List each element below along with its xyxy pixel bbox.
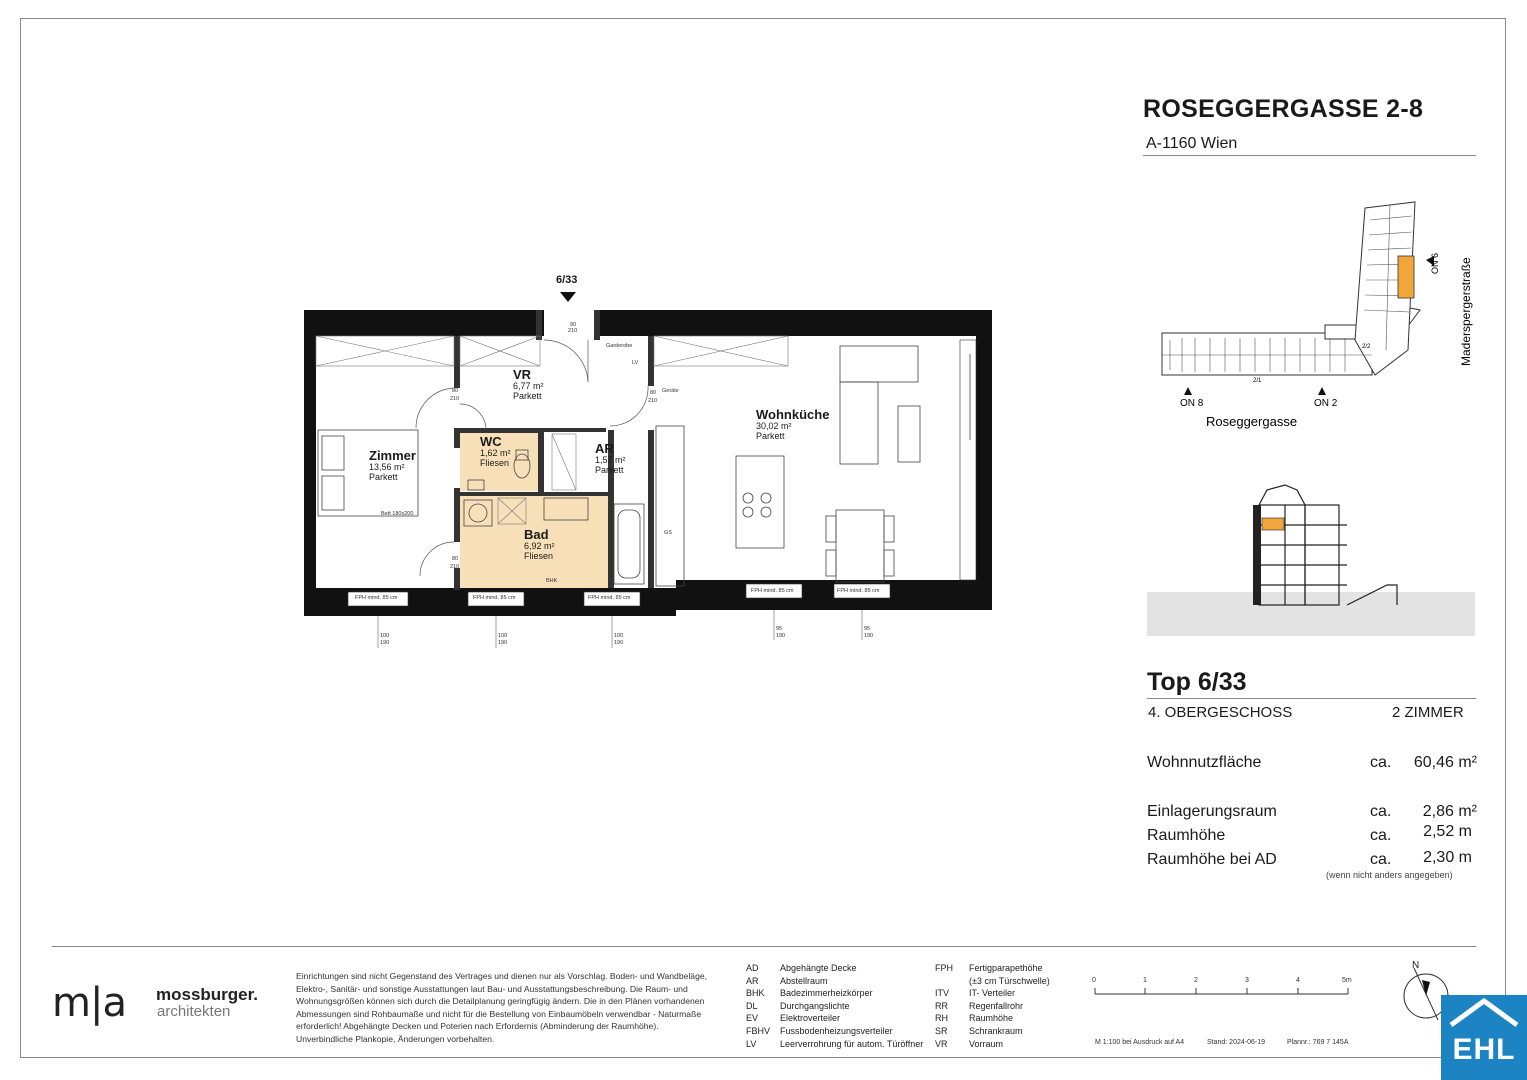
dim-label: 190 (864, 633, 874, 639)
section-drawing (1147, 480, 1477, 640)
room-floor: Parkett (369, 472, 398, 482)
footer-rule (52, 946, 1476, 947)
room-floor: Parkett (513, 391, 542, 401)
legend-row: BHK Badezimmerheizkörper (746, 988, 873, 999)
legend-row: (±3 cm Türschwelle) (969, 975, 1050, 986)
dim-label: 190 (380, 640, 390, 646)
fact-ca: ca. (1370, 851, 1392, 868)
legend-row: DL Durchgangslichte (746, 1000, 850, 1011)
room-bad (524, 527, 555, 561)
room-wc (480, 434, 511, 468)
site-plan (1150, 190, 1480, 440)
legend-row: RR Regenfallrohr (935, 1000, 1024, 1011)
scale-bar (1090, 972, 1360, 1002)
ehl-logo (1441, 995, 1527, 1080)
scale-tick: 3 (1245, 977, 1249, 984)
dim-label: 100 (380, 633, 390, 639)
stand-date: Stand: 2024-06-19 (1207, 1039, 1265, 1046)
legend-row: SR Schrankraum (935, 1025, 1023, 1036)
dim-label: 100 (614, 633, 624, 639)
project-title: ROSEGGERGASSE 2-8 (1143, 95, 1424, 123)
fact-value: 2,30 m (1423, 849, 1472, 866)
tag-gs: GS (664, 530, 672, 536)
door-height: 210 (450, 396, 460, 402)
room-zimmer (369, 448, 416, 482)
tag-bett: Bett 180x200 (381, 511, 414, 517)
fact-label: Raumhöhe bei AD (1147, 851, 1277, 868)
fact-ca: ca. (1370, 754, 1392, 771)
scale-tick: 0 (1092, 977, 1096, 984)
tag-bhk: BHK (546, 578, 558, 584)
legend-right (935, 962, 1065, 1050)
room-name: WC (480, 434, 502, 449)
door-width: 80 (452, 388, 459, 394)
street-label: Roseggergasse (1206, 414, 1298, 429)
room-area: 30,02 m² (756, 421, 792, 431)
section-highlight (1262, 518, 1284, 530)
architect-name: mossburger. (156, 985, 259, 1004)
room-name: VR (513, 367, 532, 382)
room-area: 6,92 m² (524, 541, 555, 551)
unit-highlight (1398, 256, 1414, 298)
header-rule (1143, 155, 1476, 156)
room-floor: Parkett (756, 431, 785, 441)
legend-row: AR Abstellraum (746, 975, 828, 986)
legend-left (746, 962, 931, 1050)
door-width: 80 (452, 556, 459, 562)
unit-floor: 4. OBERGESCHOSS (1148, 704, 1293, 721)
entrance-label: ON 8 (1180, 398, 1204, 409)
project-address: A-1160 Wien (1146, 135, 1238, 152)
room-area: 1,57 m² (595, 455, 626, 465)
stair-label: 2/1 (1253, 378, 1262, 384)
unit-top: Top 6/33 (1147, 668, 1247, 696)
legend-row: EV Elektroverteiler (746, 1013, 841, 1024)
tag-lv: LV (632, 360, 639, 366)
entry-arrow (560, 292, 576, 302)
door-height: 210 (648, 398, 658, 404)
legend-row: VR Vorraum (935, 1038, 1004, 1049)
street-label: Maderspergerstraße (1459, 257, 1473, 366)
entry-label: 6/33 (556, 274, 578, 286)
room-wohnkueche (756, 407, 830, 441)
scale-tick: 1 (1143, 977, 1147, 984)
entrance-marker (1318, 387, 1326, 395)
fph-label: FPH mind. 85 cm (837, 588, 880, 594)
room-ar (595, 441, 626, 475)
plan-number: Plannr.: 769 7 145A (1287, 1039, 1349, 1046)
room-vr (513, 367, 544, 401)
legend-row: RH Raumhöhe (935, 1013, 1014, 1024)
dim-label: 190 (614, 640, 624, 646)
entrance-marker (1184, 387, 1192, 395)
room-area: 6,77 m² (513, 381, 544, 391)
fph-label: FPH mind. 85 cm (751, 588, 794, 594)
legend-row: AD Abgehängte Decke (746, 963, 857, 973)
room-floor: Fliesen (524, 551, 554, 561)
room-name: Bad (524, 527, 549, 542)
disclaimer-text: Einrichtungen sind nicht Gegenstand des Vertrages und dienen nur als Vorschlag. Boden- und Wandbeläge, Elektro-, Sanitär- und sonstige Ausstattungen laut Bau- und Ausstattungsbeschreibung. Die Raum- und Wohnungsgrößen können sich durch die Detailplanung geringfügig ändern. Die in den Plänen vorhandenen Abmessungen sind Rohbaumaße und nicht für die Bestellung von Einbaumöbeln verwendbar - Naturmaße erforderlich! Abgehängte Decken und Poterien nach Erfordernis (Abminderung der Raumhöhe). Unverbindliche Plankopie, Änderungen vorbehalten. (296, 971, 708, 1044)
unit-rooms: 2 ZIMMER (1392, 704, 1464, 721)
dim-label: 95 (776, 626, 783, 632)
room-area: 1,62 m² (480, 448, 511, 458)
room-name: AR (595, 441, 614, 456)
door-width: 90 (570, 322, 577, 328)
fact-value: 2,52 m (1423, 823, 1472, 840)
door-height: 210 (450, 564, 460, 570)
tag-geraete: Geräte (662, 388, 679, 394)
fact-ca: ca. (1370, 803, 1392, 820)
tag-garderobe: Garderobe (606, 343, 633, 349)
unit-rule (1147, 698, 1476, 699)
fact-label: Raumhöhe (1147, 827, 1226, 844)
scale-tick: 2 (1194, 977, 1198, 984)
fph-label: FPH mind. 85 cm (473, 595, 516, 601)
scale-tick: 4 (1296, 977, 1300, 984)
scale-tick: 5m (1342, 977, 1352, 984)
scale-text: M 1:100 bei Ausdruck auf A4 (1095, 1039, 1185, 1046)
room-name: Zimmer (369, 448, 416, 463)
dim-label: 190 (776, 633, 786, 639)
legend-row: LV Leerverrohrung für autom. Türöffner (746, 1038, 924, 1049)
fact-value: 2,86 m² (1422, 803, 1477, 820)
dim-label: 95 (864, 626, 871, 632)
room-area: 13,56 m² (369, 462, 405, 472)
door-width: 80 (650, 390, 657, 396)
unit-note: (wenn nicht anders angegeben) (1326, 870, 1453, 880)
entrance-label: ON 2 (1314, 398, 1338, 409)
fph-label: FPH mind. 85 cm (355, 595, 398, 601)
fact-ca: ca. (1370, 827, 1392, 844)
stair-label: 2/2 (1362, 344, 1371, 350)
dim-label: 190 (498, 640, 508, 646)
fact-value: 60,46 m² (1413, 754, 1477, 771)
dim-label: 100 (498, 633, 508, 639)
fact-label: Einlagerungsraum (1147, 803, 1277, 820)
room-floor: Fliesen (480, 458, 510, 468)
fact-label: Wohnnutzfläche (1147, 754, 1262, 771)
entrance-label: ON 6 (1430, 252, 1440, 274)
legend-row: ITV IT- Verteiler (935, 988, 1016, 999)
architect-logo-mark: m|a (52, 980, 126, 1026)
legend-row: FPH Fertigparapethöhe (935, 963, 1043, 973)
door-height: 210 (568, 328, 578, 334)
room-floor: Parkett (595, 465, 624, 475)
room-name: Wohnküche (756, 407, 830, 422)
architect-subtitle: architekten (157, 1003, 231, 1020)
legend-row: FBHV Fussbodenheizungsverteiler (746, 1025, 893, 1036)
north-label: N (1412, 960, 1420, 971)
fph-label: FPH mind. 85 cm (588, 595, 631, 601)
ehl-logo-text: EHL (1452, 1033, 1516, 1066)
